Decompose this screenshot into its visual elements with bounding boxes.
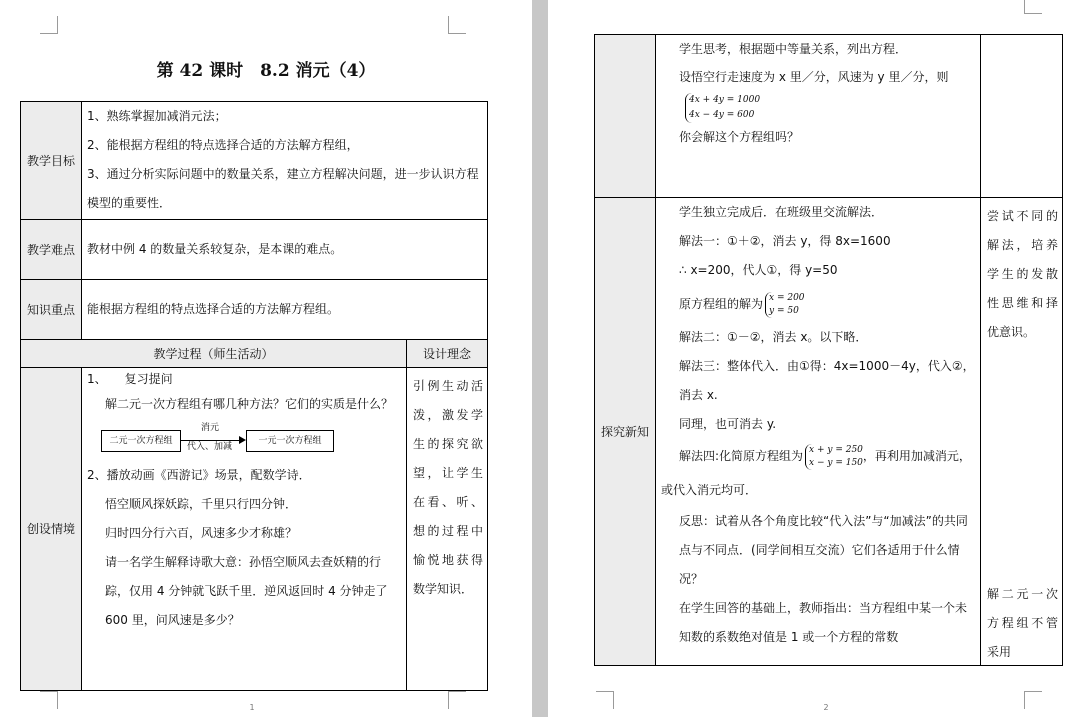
solution-intro: 原方程组的解为	[679, 297, 764, 311]
keypoint-text: 能根据方程组的特点选择合适的方法解方程组。	[82, 280, 488, 340]
content-line: 解法三：整体代入．由①得：4x=1000－4y，代入②，消去 x.	[679, 359, 975, 402]
equation-system-1	[661, 91, 975, 123]
objective-item: 3、通过分析实际问题中的数量关系，建立方程解决问题，进一步认识方程模型的重要性．	[87, 167, 479, 210]
crop-mark	[448, 16, 466, 34]
section-label-empty	[595, 35, 656, 198]
design-idea	[981, 198, 1063, 666]
top-content	[656, 35, 981, 198]
design-idea: 引例生动活泼，激发学生的探究欲望，让学生在看、听、想的过程中愉悦地获得数学知识．	[407, 368, 488, 691]
difficulty-text: 教材中例 4 的数量关系较复杂，是本课的难点。	[82, 220, 488, 280]
process-header: 教学过程（师生活动）	[21, 340, 407, 368]
elimination-diagram	[87, 419, 401, 461]
diagram-label-top: 消元	[201, 423, 220, 433]
lesson-title: 第 42 课时 8.2 消元（4）	[156, 61, 376, 81]
content-line	[661, 439, 975, 507]
content-line: 解法二：①－②，消去 x。以下略．	[679, 330, 868, 344]
method4-rest: ，再利用加减消元，或代入消元均可．	[661, 449, 971, 497]
lesson-plan-table-continued	[594, 34, 1063, 666]
idea-header: 设计理念	[407, 340, 488, 368]
simplified-brace	[805, 444, 863, 470]
crop-mark	[40, 16, 58, 34]
equation-line: x = 200	[769, 292, 805, 303]
page-gutter	[532, 0, 548, 717]
equation-line: 4x + 4y = 1000	[689, 95, 761, 105]
content-line: ∴ x=200，代人①，得 y=50	[679, 263, 838, 277]
content-line: 你会解这个方程组吗？	[679, 130, 800, 144]
page-number: 2	[823, 703, 829, 712]
objective-item: 2、能根据方程组的特点选择合适的方法解方程组，	[87, 138, 359, 152]
content-line: 反思：试着从各个角度比较“代入法”与“加减法”的共同点与不同点．(同学间相互交流）它们各适用于什么情况？	[679, 514, 968, 586]
crop-mark	[448, 691, 466, 709]
lesson-plan-table	[20, 101, 488, 691]
content-line: 悟空顺风探妖踪，千里只行四分钟．	[105, 497, 298, 511]
content-line: 在学生回答的基础上，教师指出：当方程组中某一个未知数的系数绝对值是 1 或一个方程的常数	[679, 601, 968, 644]
objectives-content	[82, 102, 488, 220]
diagram-arrow-line	[181, 440, 239, 441]
crop-mark	[40, 691, 58, 709]
equation-line: 4x − 4y = 600	[689, 110, 755, 120]
content-line	[661, 285, 975, 323]
difficulty-label: 教学难点	[21, 220, 82, 280]
equation-line: x − y = 150	[809, 457, 863, 468]
method4-intro: 解法四:化简原方程组为	[679, 449, 804, 463]
diagram-arrow-icon	[239, 436, 246, 444]
objectives-label: 教学目标	[21, 102, 82, 220]
diagram-label-bottom: 代入、加减	[187, 442, 233, 452]
design-idea-1: 尝试不同的解法，培养学生的发散性思维和择优意识。	[987, 209, 1058, 339]
page-number: 1	[249, 703, 255, 712]
section-content	[82, 368, 407, 691]
content-line: 同理，也可消去 y.	[679, 417, 777, 431]
section-label: 探究新知	[595, 198, 656, 666]
solution-brace	[765, 292, 805, 318]
crop-mark	[1024, 691, 1042, 709]
content-line: 解法一：①＋②，消去 y，得 8x=1600	[679, 234, 891, 248]
content-line: 2、播放动画《西游记》场景，配数学诗．	[87, 468, 311, 482]
document-page-2	[548, 0, 1080, 717]
diagram-box-right: 一元一次方程组	[246, 430, 334, 452]
content-line: 学生思考，根据题中等量关系，列出方程．	[679, 42, 908, 56]
section-label: 创设情境	[21, 368, 82, 691]
content-line: 解二元一次方程组有哪几种方法？它们的实质是什么？	[105, 397, 394, 411]
design-idea-2: 解二元一次方程组不管采用	[987, 587, 1058, 659]
content-line: 学生独立完成后．在班级里交流解法．	[679, 205, 884, 219]
objective-item: 1、熟练掌握加减消元法；	[87, 109, 227, 123]
document-page-1	[0, 0, 532, 717]
content-line: 归时四分行六百，风速多少才称雄？	[105, 526, 298, 540]
content-line: 1、 复习提问	[87, 372, 173, 386]
idea-empty	[981, 35, 1063, 198]
crop-mark	[596, 691, 614, 709]
content-line: 请一名学生解释诗歌大意：孙悟空顺风去查妖精的行踪，仅用 4 分钟就飞跃千里．逆风返回时 4 分钟走了 600 里，问风速是多少？	[105, 555, 388, 627]
equation-line: y = 50	[769, 305, 799, 316]
section-content	[656, 198, 981, 666]
keypoint-label: 知识重点	[21, 280, 82, 340]
diagram-box-left: 二元一次方程组	[101, 430, 181, 452]
equation-line: x + y = 250	[809, 444, 863, 455]
equation-brace	[685, 93, 760, 123]
content-line: 设悟空行走速度为 x 里／分，风速为 y 里／分，则	[679, 70, 949, 84]
crop-mark	[1024, 0, 1042, 14]
